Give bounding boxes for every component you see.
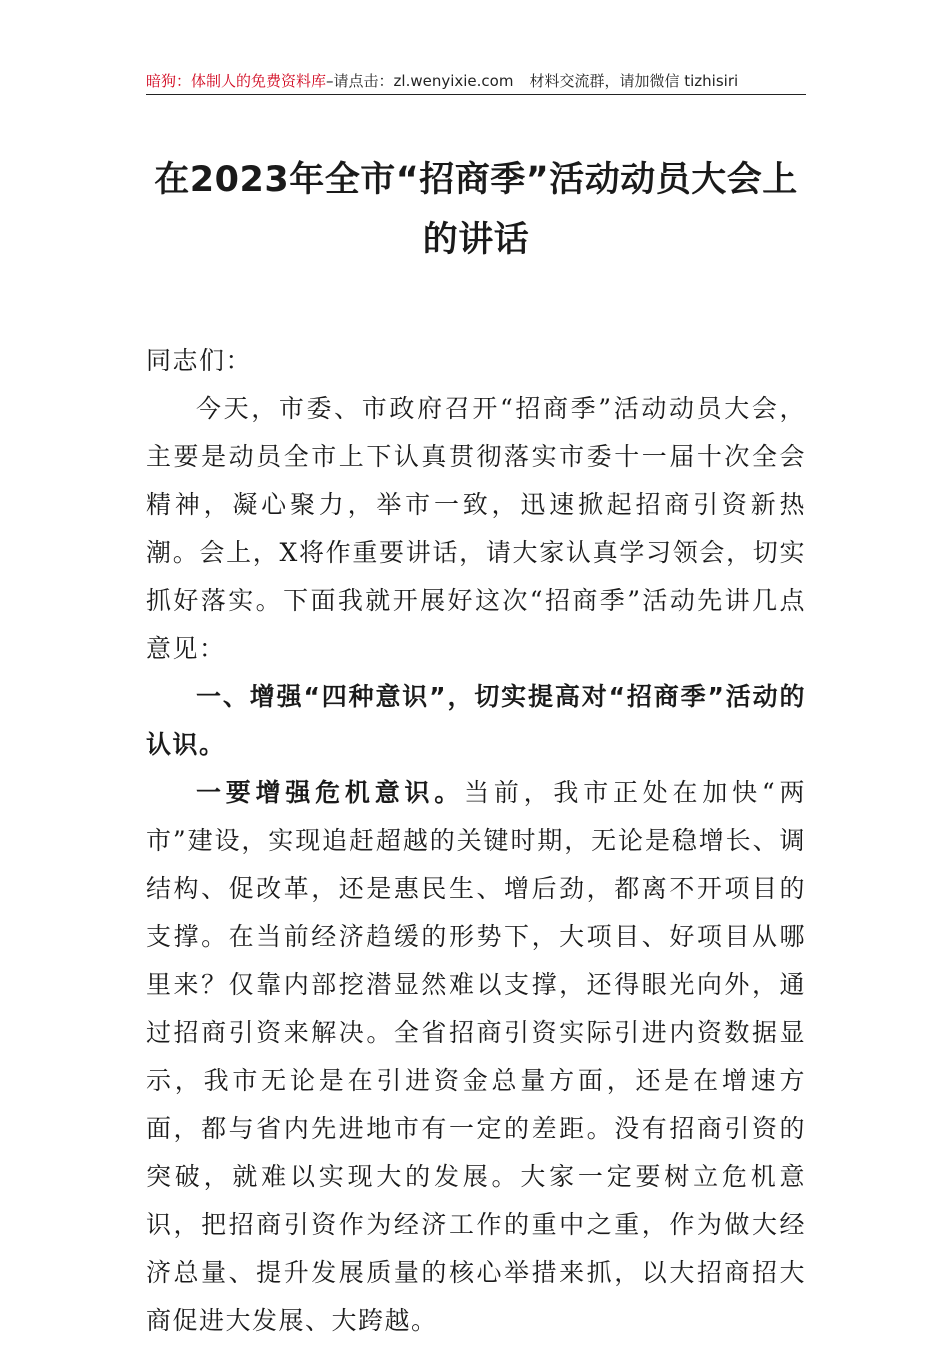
- point-lead-1: 一要增强危机意识。: [196, 778, 465, 807]
- intro-paragraph: 今天，市委、市政府召开“招商季”活动动员大会，主要是动员全市上下认真贯彻落实市委十一届十次全会精神，凝心聚力，举市一致，迅速掀起招商引资新热潮。会上，X将作重要讲话，请大家认真学习领会，切实抓好落实。下面我就开展好这次“招商季”活动先讲几点意见：: [146, 394, 806, 663]
- title-line-1: 在2023年全市“招商季”活动动员大会上: [154, 160, 798, 200]
- section-heading-1: 一、增强“四种意识”，切实提高对“招商季”活动的认识。: [146, 682, 806, 759]
- header-click-prefix: –请点击：: [326, 72, 394, 90]
- document-body: [146, 337, 806, 1345]
- page-header: [146, 68, 806, 95]
- point-text-1: 当前，我市正处在加快“两市”建设，实现追赶超越的关键时期，无论是稳增长、调结构、促改革，还是惠民生、增后劲，都离不开项目的支撑。在当前经济趋缓的形势下，大项目、好项目从哪里来？仅靠内部挖潜显然难以支撑，还得眼光向外，通过招商引资来解决。全省招商引资实际引进内资数据显示，我市无论是在引进资金总量方面，还是在增速方面，都与省内先进地市有一定的差距。没有招商引资的突破，就难以实现大的发展。大家一定要树立危机意识，把招商引资作为经济工作的重中之重，作为做大经济总量、提升发展质量的核心举措来抓，以大招商招大商促进大发展、大跨越。: [146, 778, 806, 1335]
- point-paragraph-1: [146, 769, 806, 1345]
- header-contact: 材料交流群，请加微信 tizhisiri: [529, 72, 739, 90]
- salutation: 同志们：: [146, 346, 253, 375]
- title-line-2: 的讲话: [422, 220, 530, 260]
- header-source: 暗狗：体制人的免费资料库: [146, 72, 327, 90]
- document-title: [146, 150, 806, 270]
- header-url-link[interactable]: zl.wenyixie.com: [393, 72, 514, 90]
